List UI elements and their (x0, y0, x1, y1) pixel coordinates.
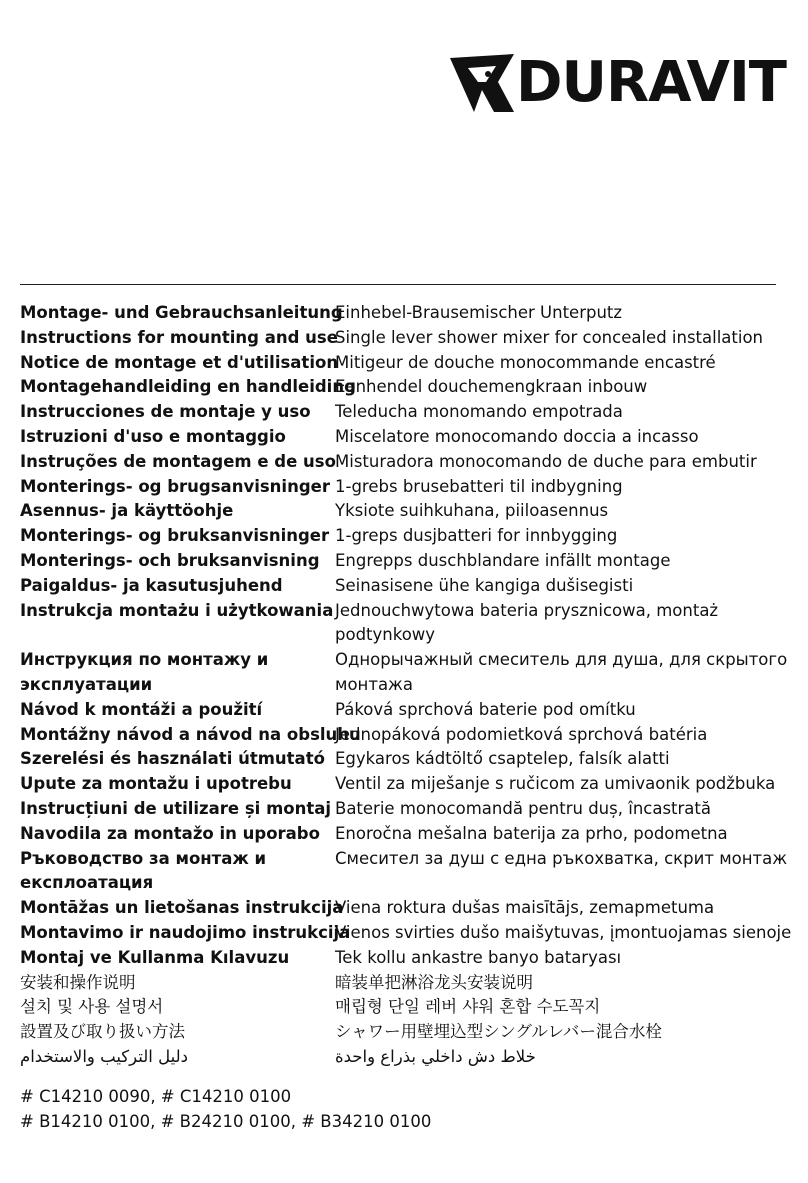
instruction-title: Upute za montažu i upotrebu (20, 774, 292, 794)
instruction-title: Ръководство за монтаж и експлоатация (20, 848, 267, 893)
instruction-title: Montagehandleiding en handleiding (20, 377, 356, 397)
language-row (20, 375, 800, 400)
instruction-title: Monterings- og brugsanvisninger (20, 476, 330, 496)
product-description: Engrepps duschblandare infällt montage (335, 550, 671, 570)
instruction-title: Instructions for mounting and use (20, 327, 338, 347)
language-list (20, 301, 800, 1070)
language-row (20, 921, 800, 946)
instruction-title: Monterings- och bruksanvisning (20, 550, 320, 570)
instruction-title: Instrukcja montażu i użytkowania (20, 600, 334, 620)
language-row (20, 400, 800, 425)
language-row (20, 524, 800, 549)
product-description: Vienos svirties dušo maišytuvas, įmontuojamas sienoje (335, 922, 792, 942)
language-row (20, 351, 800, 376)
product-description: Baterie monocomandă pentru duș, încastrată (335, 798, 711, 818)
instruction-title: Asennus- ja käyttöohje (20, 501, 234, 521)
instruction-title: Instruções de montagem e de uso (20, 451, 336, 471)
product-description: خلاط دش داخلي بذراع واحدة (335, 1046, 536, 1066)
product-description: Egykaros kádtöltő csaptelep, falsík alatti (335, 749, 670, 769)
instruction-title: Montāžas un lietošanas instrukcija (20, 898, 344, 918)
language-row (20, 499, 800, 524)
language-row (20, 896, 800, 921)
header-divider (20, 284, 776, 285)
instruction-title: 安装和操作说明 (20, 972, 136, 992)
product-description: Однорычажный смеситель для душа, для скрытого монтажа (335, 650, 788, 694)
instruction-title: Montaj ve Kullanma Kılavuzu (20, 947, 290, 967)
instruction-title: Návod k montáži a použití (20, 699, 263, 719)
language-row (20, 822, 800, 847)
product-description: Ventil za miješanje s ručicom za umivaonik podžbuka (335, 774, 776, 794)
product-description: Enoročna mešalna baterija za prho, podometna (335, 823, 728, 843)
product-description: Viena roktura dušas maisītājs, zemapmetuma (335, 898, 715, 918)
product-description: Yksiote suihkuhana, piiloasennus (335, 501, 609, 521)
instruction-title: 設置及び取り扱い方法 (20, 1022, 185, 1042)
product-description: Páková sprchová baterie pod omítku (335, 699, 636, 719)
product-description: Mitigeur de douche monocommande encastré (335, 352, 716, 372)
language-row (20, 549, 800, 574)
product-description: シャワー用壁埋込型シングルレバー混合水栓 (335, 1022, 662, 1042)
language-row (20, 648, 800, 698)
language-row (20, 301, 800, 326)
article-number-line: # C14210 0090, # C14210 0100 (20, 1087, 292, 1106)
instruction-title: Montage- und Gebrauchsanleitung (20, 303, 343, 322)
product-description: Jednopáková podomietková sprchová batéria (335, 724, 708, 744)
product-description: Misturadora monocomando de duche para embutir (335, 451, 757, 471)
instruction-title: Istruzioni d'uso e montaggio (20, 426, 286, 446)
instruction-title: Montážny návod a návod na obsluhu (20, 724, 361, 744)
product-description: Eenhendel douchemengkraan inbouw (335, 377, 648, 397)
language-row (20, 971, 800, 996)
product-description: Seinasisene ühe kangiga dušisegisti (335, 575, 634, 595)
brand-name: DURAVIT (516, 50, 786, 115)
language-row (20, 772, 800, 797)
instruction-title: Szerelési és használati útmutató (20, 749, 325, 769)
product-description: Jednouchwytowa bateria prysznicowa, montaż podtynkowy (335, 600, 719, 645)
instruction-title: Instrucțiuni de utilizare și montaj (20, 798, 332, 818)
language-row (20, 747, 800, 772)
language-row (20, 475, 800, 500)
product-description: Einhebel-Brausemischer Unterputz (335, 303, 623, 322)
article-numbers (20, 1085, 431, 1134)
language-row (20, 1045, 800, 1070)
language-row (20, 995, 800, 1020)
product-description: Смесител за душ с една ръкохватка, скрит монтаж (335, 848, 788, 868)
article-number-line: # B14210 0100, # B24210 0100, # B34210 0100 (20, 1111, 432, 1131)
product-description: 暗装单把淋浴龙头安装说明 (335, 972, 533, 992)
language-row (20, 425, 800, 450)
instruction-title: Montavimo ir naudojimo instrukcija (20, 922, 351, 942)
product-description: Single lever shower mixer for concealed installation (335, 327, 764, 347)
language-row (20, 946, 800, 971)
product-description: Miscelatore monocomando doccia a incasso (335, 426, 699, 446)
language-row (20, 698, 800, 723)
language-row (20, 450, 800, 475)
instruction-title: Notice de montage et d'utilisation (20, 352, 339, 372)
language-row (20, 847, 800, 897)
instruction-title: Monterings- og bruksanvisninger (20, 526, 330, 546)
duravit-bird-icon (448, 48, 520, 118)
language-row (20, 1020, 800, 1045)
instruction-title: دليل التركيب والاستخدام (20, 1046, 188, 1066)
product-description: Tek kollu ankastre banyo bataryası (335, 947, 622, 967)
instruction-title: Instrucciones de montaje y uso (20, 402, 311, 422)
instruction-title: Paigaldus- ja kasutusjuhend (20, 575, 283, 595)
instruction-title: 설치 및 사용 설명서 (20, 997, 164, 1017)
product-description: Teleducha monomando empotrada (335, 402, 623, 422)
product-description: 매립형 단일 레버 샤워 혼합 수도꼭지 (335, 997, 601, 1017)
instruction-title: Navodila za montažo in uporabo (20, 823, 320, 843)
language-row (20, 599, 800, 649)
instruction-title: Инструкция по монтажу и эксплуатации (20, 650, 269, 694)
language-row (20, 797, 800, 822)
duravit-logo (448, 48, 786, 118)
language-row (20, 326, 800, 351)
language-row (20, 723, 800, 748)
language-row (20, 574, 800, 599)
product-description: 1-grebs brusebatteri til indbygning (335, 476, 623, 496)
product-description: 1-greps dusjbatteri for innbygging (335, 526, 618, 546)
